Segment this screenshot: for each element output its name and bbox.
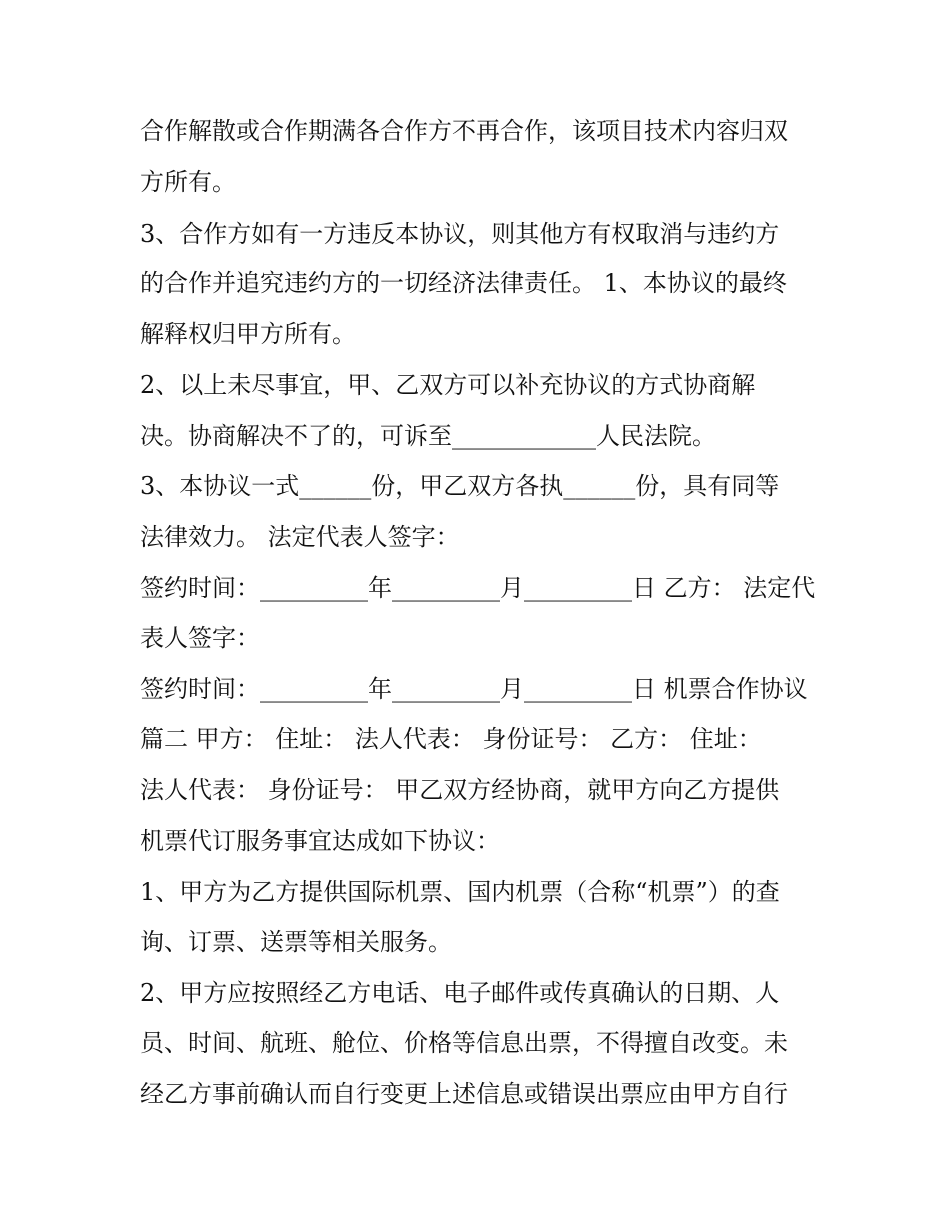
text-line: 签约时间：_________年_________月_________日 机票合作协议 [140,675,808,703]
text-line: 合作解散或合作期满各合作方不再合作，该项目技术内容归双 [140,117,788,145]
text-line: 决。协商解决不了的，可诉至____________人民法院。 [140,422,716,450]
text-line: 法人代表： 身份证号： 甲乙双方经协商，就甲方向乙方提供 [140,776,780,804]
text-line: 机票代订服务事宜达成如下协议： [140,827,500,855]
text-line: 表人签字： [140,624,260,652]
text-line: 3、本协议一式______份，甲乙双方各执______份，具有同等 [140,472,780,500]
text-line: 3、合作方如有一方违反本协议，则其他方有权取消与违约方 [140,220,780,248]
text-line: 1、甲方为乙方提供国际机票、国内机票（合称“机票”）的查 [140,878,780,906]
text-line: 2、以上未尽事宜，甲、乙双方可以补充协议的方式协商解 [140,371,756,399]
text-line: 的合作并追究违约方的一切经济法律责任。 1、本协议的最终 [140,269,787,297]
text-line: 篇二 甲方： 住址： 法人代表： 身份证号： 乙方： 住址： [140,725,762,753]
text-line: 方所有。 [140,168,236,196]
text-line: 法律效力。 法定代表人签字： [140,523,460,551]
text-line: 2、甲方应按照经乙方电话、电子邮件或传真确认的日期、人 [140,979,780,1007]
text-line: 经乙方事前确认而自行变更上述信息或错误出票应由甲方自行 [140,1080,788,1108]
text-line: 员、时间、航班、舱位、价格等信息出票，不得擅自改变。未 [140,1029,788,1057]
text-line: 解释权归甲方所有。 [140,320,356,348]
text-line: 询、订票、送票等相关服务。 [140,928,452,956]
text-line: 签约时间：_________年_________月_________日 乙方： 法定代 [140,574,816,602]
